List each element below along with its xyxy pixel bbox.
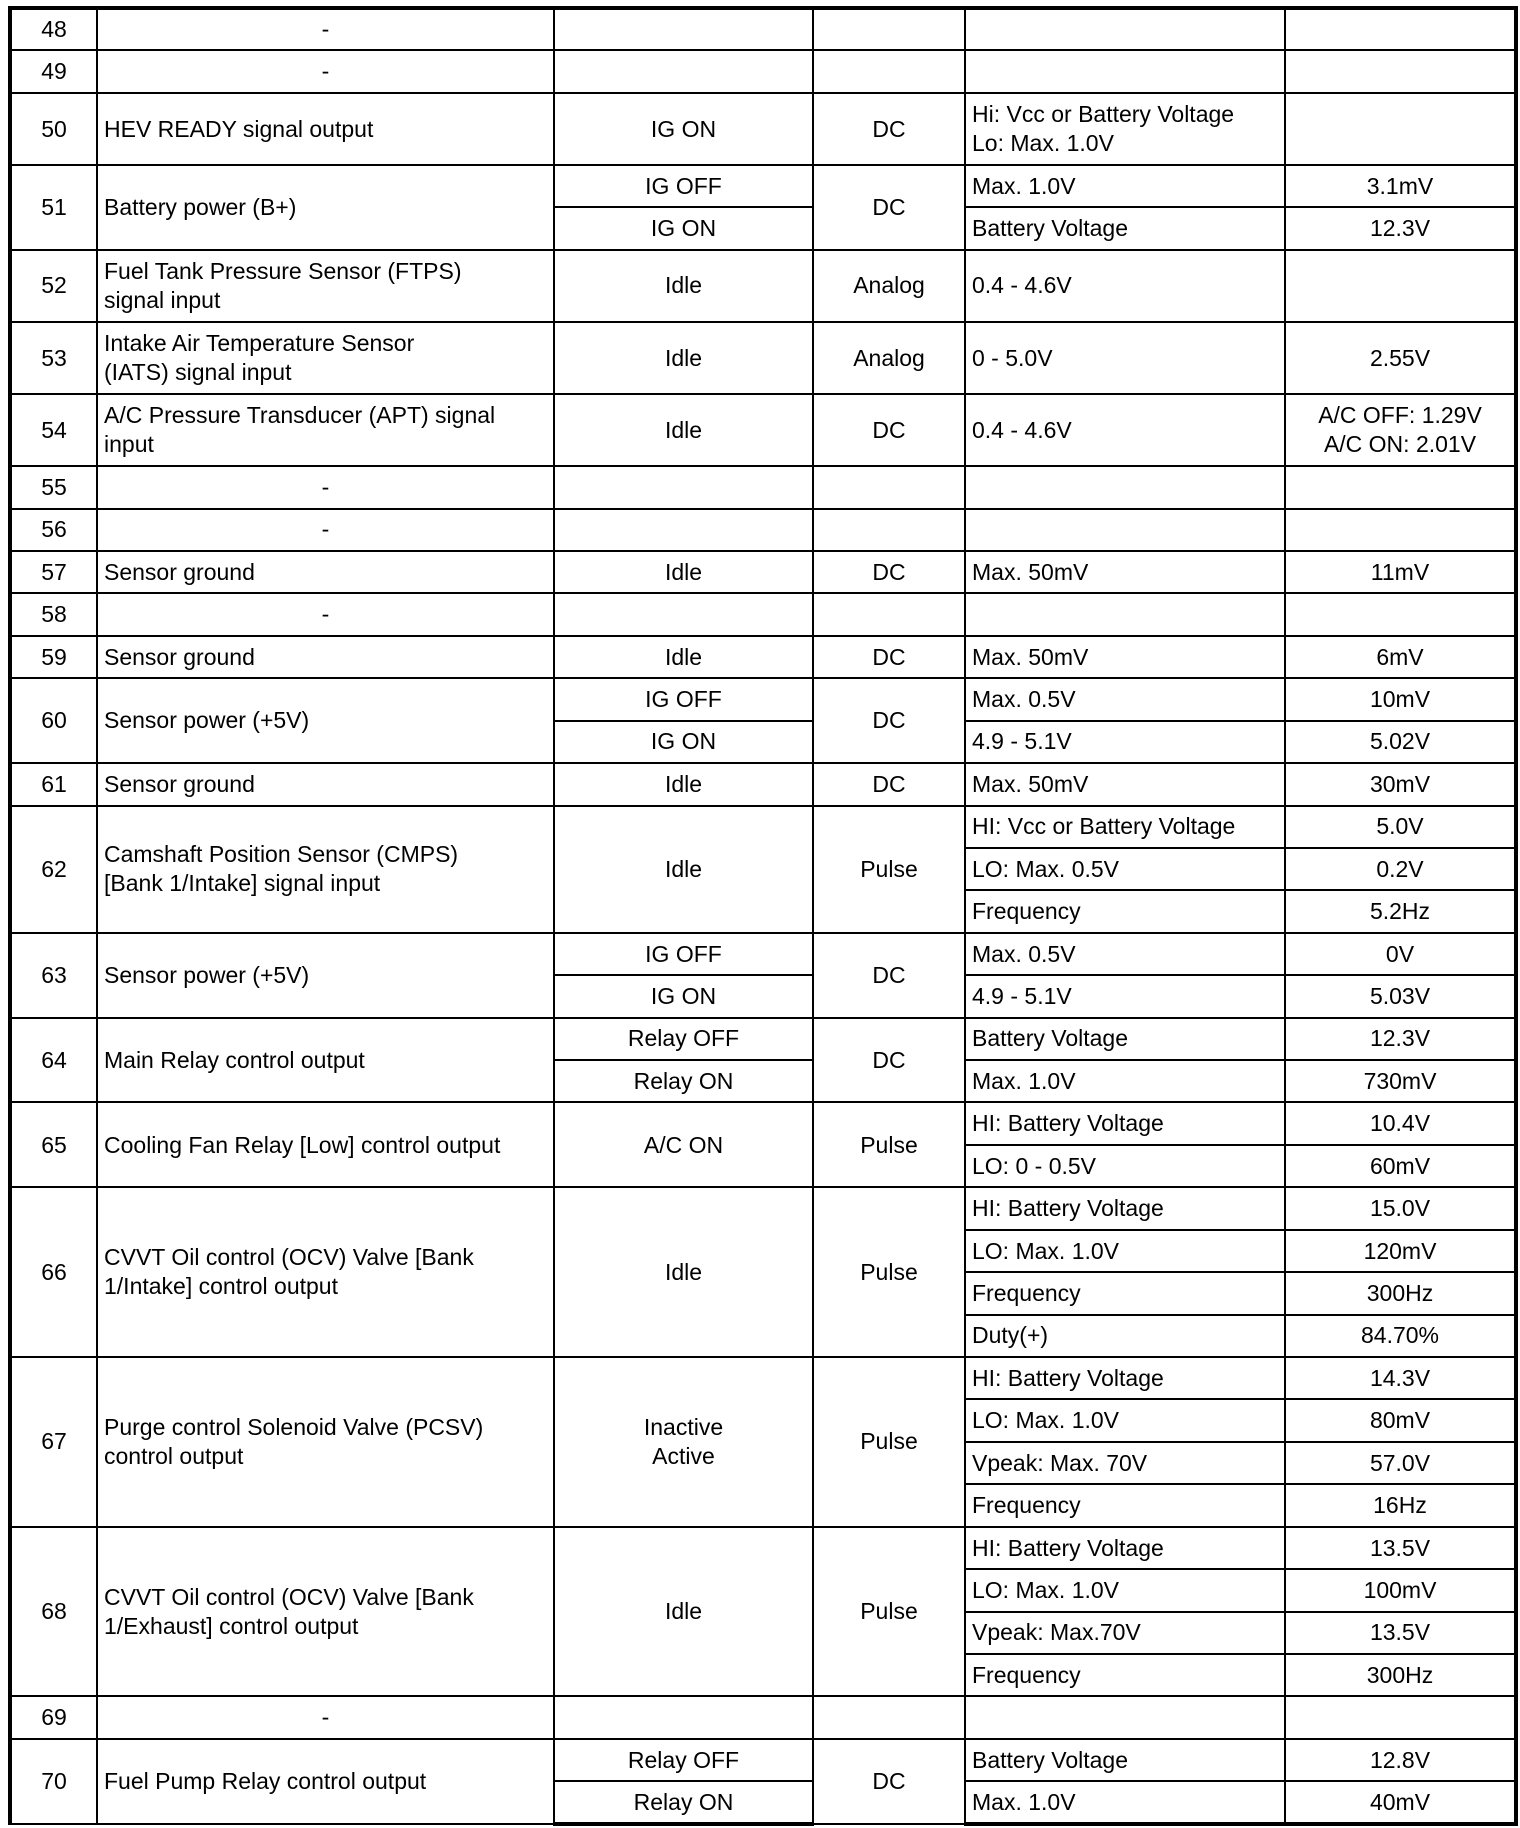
spec-cell: Vpeak: Max.70V: [965, 1612, 1285, 1654]
result-cell: 80mV: [1285, 1399, 1516, 1441]
spec-cell: HI: Battery Voltage: [965, 1527, 1285, 1569]
condition-cell: [554, 50, 813, 92]
spec-cell: Frequency: [965, 890, 1285, 932]
pin-number-cell: 66: [10, 1187, 97, 1357]
spec-cell: 0.4 - 4.6V: [965, 250, 1285, 322]
spec-cell: [965, 593, 1285, 635]
type-cell: [813, 50, 965, 92]
description-cell: -: [97, 8, 554, 50]
spec-cell: 4.9 - 5.1V: [965, 721, 1285, 763]
type-cell: DC: [813, 636, 965, 678]
result-cell: 5.02V: [1285, 721, 1516, 763]
condition-cell: IG OFF: [554, 165, 813, 207]
result-cell: [1285, 250, 1516, 322]
type-cell: DC: [813, 1739, 965, 1824]
condition-cell: Idle: [554, 322, 813, 394]
result-cell: 13.5V: [1285, 1527, 1516, 1569]
condition-cell: [554, 509, 813, 551]
type-cell: [813, 466, 965, 508]
spec-cell: [965, 8, 1285, 50]
result-cell: 11mV: [1285, 551, 1516, 593]
description-cell: HEV READY signal output: [97, 93, 554, 165]
table-row: [10, 8, 1516, 50]
result-cell: 730mV: [1285, 1060, 1516, 1102]
spec-cell: 0 - 5.0V: [965, 322, 1285, 394]
result-cell: 15.0V: [1285, 1187, 1516, 1229]
table-row: [10, 551, 1516, 593]
spec-cell: Max. 50mV: [965, 636, 1285, 678]
spec-cell: Max. 50mV: [965, 763, 1285, 805]
condition-cell: IG ON: [554, 207, 813, 249]
table-row: [10, 1102, 1516, 1144]
result-cell: [1285, 593, 1516, 635]
pin-number-cell: 50: [10, 93, 97, 165]
table-row: [10, 1527, 1516, 1569]
result-cell: 12.3V: [1285, 1018, 1516, 1060]
pin-number-cell: 57: [10, 551, 97, 593]
table-row: [10, 678, 1516, 720]
pin-specification-sheet: [8, 6, 1514, 1826]
spec-cell: LO: Max. 1.0V: [965, 1399, 1285, 1441]
spec-cell: LO: 0 - 0.5V: [965, 1145, 1285, 1187]
pin-number-cell: 55: [10, 466, 97, 508]
spec-cell: HI: Battery Voltage: [965, 1102, 1285, 1144]
type-cell: Pulse: [813, 1527, 965, 1697]
type-cell: Pulse: [813, 1102, 965, 1187]
table-row: [10, 1739, 1516, 1781]
result-cell: [1285, 466, 1516, 508]
table-row: [10, 50, 1516, 92]
condition-cell: Idle: [554, 551, 813, 593]
table-row: [10, 509, 1516, 551]
table-row: [10, 763, 1516, 805]
pin-number-cell: 62: [10, 806, 97, 933]
pin-number-cell: 49: [10, 50, 97, 92]
pin-number-cell: 48: [10, 8, 97, 50]
spec-cell: Max. 1.0V: [965, 1781, 1285, 1824]
type-cell: DC: [813, 93, 965, 165]
type-cell: DC: [813, 551, 965, 593]
type-cell: DC: [813, 394, 965, 466]
type-cell: Pulse: [813, 806, 965, 933]
result-cell: 30mV: [1285, 763, 1516, 805]
table-row: [10, 933, 1516, 975]
spec-cell: Max. 50mV: [965, 551, 1285, 593]
description-cell: Sensor ground: [97, 551, 554, 593]
spec-cell: HI: Vcc or Battery Voltage: [965, 806, 1285, 848]
pin-number-cell: 63: [10, 933, 97, 1018]
pin-number-cell: 56: [10, 509, 97, 551]
type-cell: [813, 593, 965, 635]
description-cell: -: [97, 466, 554, 508]
description-cell: -: [97, 1696, 554, 1738]
description-cell: Purge control Solenoid Valve (PCSV) control output: [97, 1357, 554, 1527]
pin-number-cell: 60: [10, 678, 97, 763]
spec-cell: Vpeak: Max. 70V: [965, 1442, 1285, 1484]
condition-cell: Idle: [554, 806, 813, 933]
condition-cell: [554, 1696, 813, 1738]
spec-cell: Duty(+): [965, 1315, 1285, 1357]
table-row: [10, 1187, 1516, 1229]
type-cell: Analog: [813, 250, 965, 322]
result-cell: 12.8V: [1285, 1739, 1516, 1781]
spec-cell: LO: Max. 0.5V: [965, 848, 1285, 890]
table-row: [10, 1018, 1516, 1060]
condition-cell: Idle: [554, 250, 813, 322]
result-cell: 0.2V: [1285, 848, 1516, 890]
spec-cell: Battery Voltage: [965, 1739, 1285, 1781]
table-row: [10, 806, 1516, 848]
condition-cell: [554, 466, 813, 508]
spec-cell: LO: Max. 1.0V: [965, 1230, 1285, 1272]
description-cell: CVVT Oil control (OCV) Valve [Bank 1/Intake] control output: [97, 1187, 554, 1357]
result-cell: 5.03V: [1285, 975, 1516, 1017]
spec-cell: Frequency: [965, 1484, 1285, 1526]
spec-cell: LO: Max. 1.0V: [965, 1569, 1285, 1611]
result-cell: 3.1mV: [1285, 165, 1516, 207]
pin-number-cell: 64: [10, 1018, 97, 1103]
condition-cell: Relay ON: [554, 1060, 813, 1102]
description-cell: Intake Air Temperature Sensor (IATS) signal input: [97, 322, 554, 394]
table-row: [10, 250, 1516, 322]
spec-cell: [965, 50, 1285, 92]
pin-number-cell: 61: [10, 763, 97, 805]
type-cell: Pulse: [813, 1357, 965, 1527]
description-cell: -: [97, 50, 554, 92]
description-cell: CVVT Oil control (OCV) Valve [Bank 1/Exhaust] control output: [97, 1527, 554, 1697]
condition-cell: IG OFF: [554, 933, 813, 975]
result-cell: A/C OFF: 1.29V A/C ON: 2.01V: [1285, 394, 1516, 466]
pin-number-cell: 54: [10, 394, 97, 466]
result-cell: 100mV: [1285, 1569, 1516, 1611]
description-cell: Sensor power (+5V): [97, 933, 554, 1018]
spec-cell: [965, 509, 1285, 551]
type-cell: DC: [813, 1018, 965, 1103]
result-cell: 60mV: [1285, 1145, 1516, 1187]
result-cell: 6mV: [1285, 636, 1516, 678]
condition-cell: [554, 8, 813, 50]
condition-cell: Idle: [554, 394, 813, 466]
description-cell: Fuel Pump Relay control output: [97, 1739, 554, 1824]
result-cell: 16Hz: [1285, 1484, 1516, 1526]
condition-cell: Idle: [554, 636, 813, 678]
spec-cell: Max. 1.0V: [965, 1060, 1285, 1102]
result-cell: [1285, 93, 1516, 165]
description-cell: Fuel Tank Pressure Sensor (FTPS) signal input: [97, 250, 554, 322]
condition-cell: Idle: [554, 763, 813, 805]
type-cell: DC: [813, 678, 965, 763]
table-row: [10, 466, 1516, 508]
result-cell: [1285, 50, 1516, 92]
spec-cell: Hi: Vcc or Battery Voltage Lo: Max. 1.0V: [965, 93, 1285, 165]
result-cell: 0V: [1285, 933, 1516, 975]
spec-cell: [965, 466, 1285, 508]
spec-cell: Frequency: [965, 1654, 1285, 1696]
result-cell: 300Hz: [1285, 1272, 1516, 1314]
spec-cell: 4.9 - 5.1V: [965, 975, 1285, 1017]
result-cell: 5.0V: [1285, 806, 1516, 848]
spec-cell: Battery Voltage: [965, 1018, 1285, 1060]
result-cell: 57.0V: [1285, 1442, 1516, 1484]
condition-cell: IG ON: [554, 975, 813, 1017]
type-cell: [813, 8, 965, 50]
type-cell: [813, 1696, 965, 1738]
condition-cell: [554, 593, 813, 635]
spec-cell: [965, 1696, 1285, 1738]
result-cell: 84.70%: [1285, 1315, 1516, 1357]
type-cell: Analog: [813, 322, 965, 394]
result-cell: 120mV: [1285, 1230, 1516, 1272]
spec-cell: HI: Battery Voltage: [965, 1187, 1285, 1229]
description-cell: A/C Pressure Transducer (APT) signal input: [97, 394, 554, 466]
pin-number-cell: 53: [10, 322, 97, 394]
result-cell: 5.2Hz: [1285, 890, 1516, 932]
result-cell: 2.55V: [1285, 322, 1516, 394]
condition-cell: Inactive Active: [554, 1357, 813, 1527]
pin-number-cell: 68: [10, 1527, 97, 1697]
table-row: [10, 593, 1516, 635]
pin-number-cell: 51: [10, 165, 97, 250]
pin-number-cell: 65: [10, 1102, 97, 1187]
result-cell: 14.3V: [1285, 1357, 1516, 1399]
result-cell: 13.5V: [1285, 1612, 1516, 1654]
condition-cell: Idle: [554, 1527, 813, 1697]
type-cell: Pulse: [813, 1187, 965, 1357]
condition-cell: Relay ON: [554, 1781, 813, 1824]
table-row: [10, 93, 1516, 165]
spec-cell: Max. 1.0V: [965, 165, 1285, 207]
spec-cell: Frequency: [965, 1272, 1285, 1314]
description-cell: Cooling Fan Relay [Low] control output: [97, 1102, 554, 1187]
condition-cell: A/C ON: [554, 1102, 813, 1187]
result-cell: [1285, 8, 1516, 50]
pin-number-cell: 58: [10, 593, 97, 635]
condition-cell: Idle: [554, 1187, 813, 1357]
type-cell: DC: [813, 933, 965, 1018]
spec-cell: Max. 0.5V: [965, 933, 1285, 975]
spec-cell: HI: Battery Voltage: [965, 1357, 1285, 1399]
description-cell: -: [97, 509, 554, 551]
pin-specification-table: [8, 6, 1518, 1826]
result-cell: 12.3V: [1285, 207, 1516, 249]
condition-cell: IG ON: [554, 93, 813, 165]
table-row: [10, 322, 1516, 394]
table-row: [10, 1357, 1516, 1399]
description-cell: Main Relay control output: [97, 1018, 554, 1103]
pin-number-cell: 70: [10, 1739, 97, 1824]
description-cell: Sensor power (+5V): [97, 678, 554, 763]
spec-cell: Max. 0.5V: [965, 678, 1285, 720]
condition-cell: IG OFF: [554, 678, 813, 720]
type-cell: DC: [813, 763, 965, 805]
description-cell: Sensor ground: [97, 636, 554, 678]
pin-number-cell: 59: [10, 636, 97, 678]
description-cell: Sensor ground: [97, 763, 554, 805]
table-body: [10, 8, 1516, 1824]
table-row: [10, 394, 1516, 466]
result-cell: [1285, 509, 1516, 551]
spec-cell: Battery Voltage: [965, 207, 1285, 249]
pin-number-cell: 52: [10, 250, 97, 322]
result-cell: 10mV: [1285, 678, 1516, 720]
description-cell: Camshaft Position Sensor (CMPS) [Bank 1/Intake] signal input: [97, 806, 554, 933]
result-cell: 40mV: [1285, 1781, 1516, 1824]
pin-number-cell: 69: [10, 1696, 97, 1738]
table-row: [10, 1696, 1516, 1738]
condition-cell: IG ON: [554, 721, 813, 763]
result-cell: 300Hz: [1285, 1654, 1516, 1696]
result-cell: [1285, 1696, 1516, 1738]
type-cell: DC: [813, 165, 965, 250]
spec-cell: 0.4 - 4.6V: [965, 394, 1285, 466]
result-cell: 10.4V: [1285, 1102, 1516, 1144]
description-cell: -: [97, 593, 554, 635]
table-row: [10, 165, 1516, 207]
type-cell: [813, 509, 965, 551]
table-row: [10, 636, 1516, 678]
description-cell: Battery power (B+): [97, 165, 554, 250]
condition-cell: Relay OFF: [554, 1018, 813, 1060]
pin-number-cell: 67: [10, 1357, 97, 1527]
condition-cell: Relay OFF: [554, 1739, 813, 1781]
